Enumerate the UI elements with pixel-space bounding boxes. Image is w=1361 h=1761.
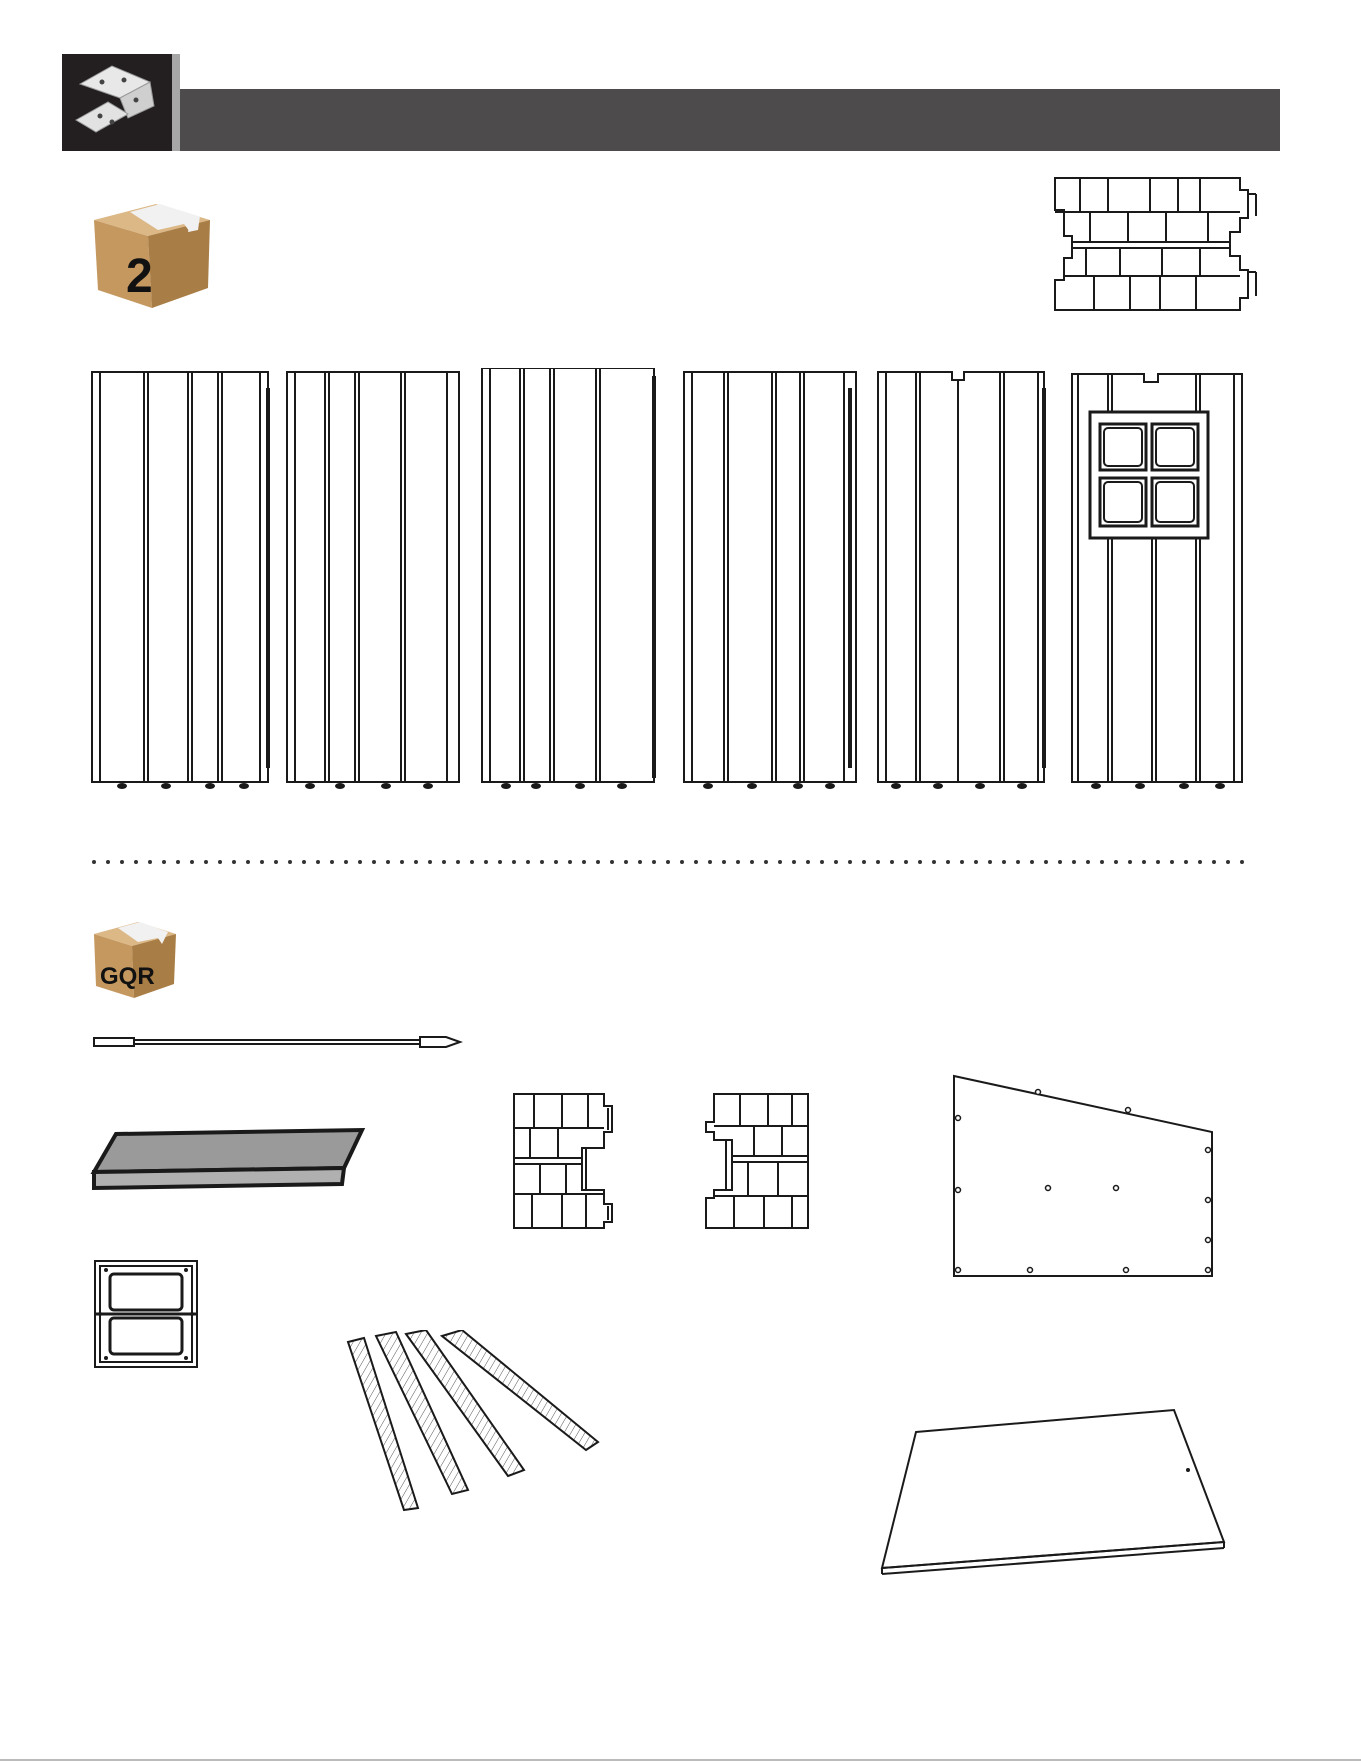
window-wall-panel — [1072, 374, 1242, 782]
corner-bracket-icon — [62, 54, 172, 151]
foam-strip — [90, 1126, 370, 1192]
box-2-label: 2 — [126, 250, 153, 303]
side-sheet — [950, 1070, 1220, 1280]
floor-sheet — [876, 1406, 1226, 1580]
cardboard-box-icon — [88, 912, 180, 1002]
gable-piece-left — [512, 1092, 628, 1232]
page-title-bar — [180, 89, 1280, 151]
wall-panel-5 — [878, 372, 1044, 782]
wall-panel-4 — [684, 372, 856, 782]
box-2-icon — [86, 190, 216, 314]
cardboard-box-icon — [86, 190, 216, 314]
wall-panel-1 — [92, 372, 268, 782]
dotted-separator — [90, 856, 1250, 868]
gable-wall-piece — [1050, 176, 1280, 312]
header-divider — [172, 54, 180, 151]
support-rod — [90, 1030, 464, 1054]
wall-panels-row — [88, 368, 1268, 794]
vent-frame — [92, 1258, 202, 1370]
shingle-strips — [346, 1330, 602, 1512]
box-gqr-icon — [88, 912, 180, 1002]
header-icon-box — [62, 54, 172, 151]
box-gqr-label: GQR — [100, 963, 155, 990]
wall-panel-3 — [482, 368, 654, 782]
gable-piece-right — [704, 1092, 812, 1232]
wall-panel-2 — [287, 372, 459, 782]
